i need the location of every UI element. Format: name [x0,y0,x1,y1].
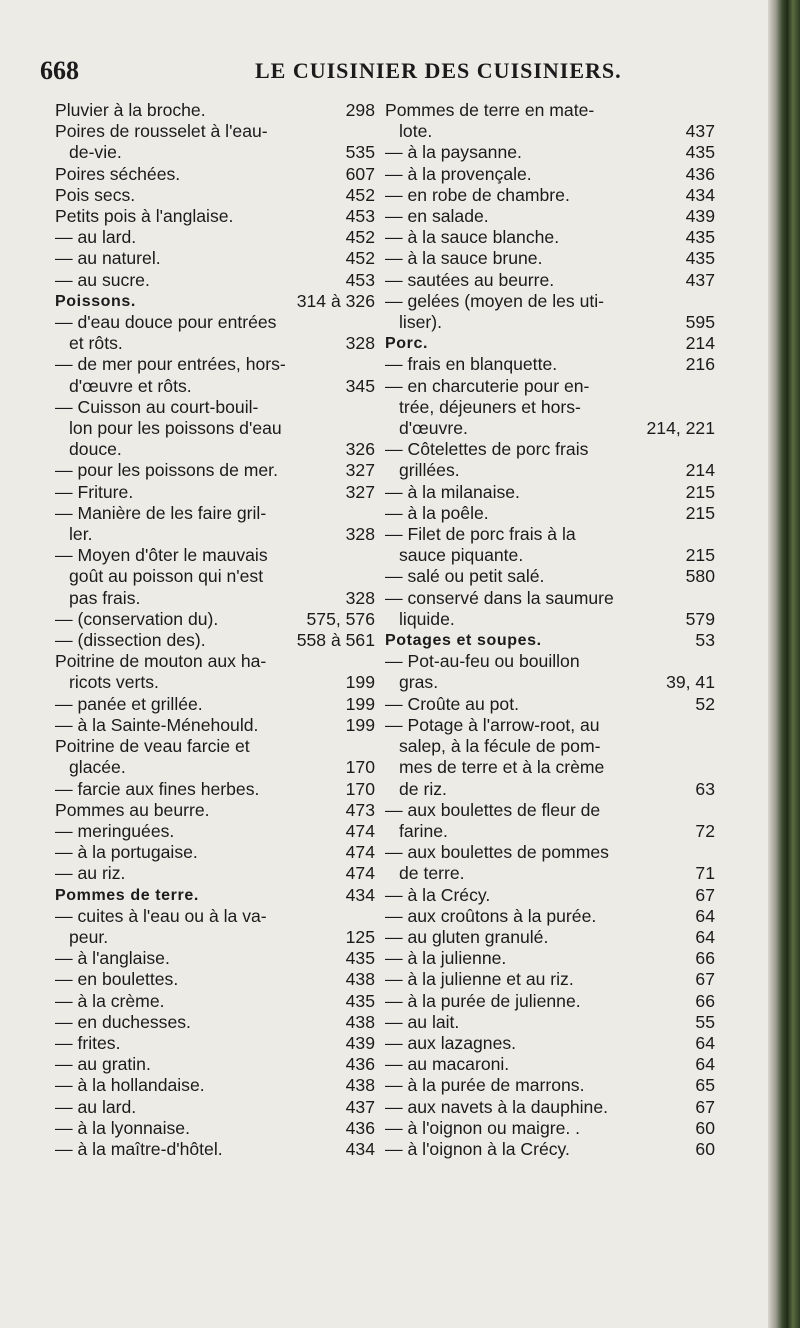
entry-page-ref: 452 [345,227,375,248]
entry-page-ref: 435 [345,990,375,1011]
entry-text: — à la purée de marrons. [385,1075,585,1096]
index-entry [385,1054,715,1075]
index-entry [55,842,375,863]
entry-text: goût au poisson qui n'est [69,566,264,587]
entry-text: — Potage à l'arrow-root, au [385,714,600,735]
entry-text: — à la Crécy. [385,884,491,905]
index-entry [385,418,715,439]
entry-page-ref: 328 [345,524,375,545]
entry-text: — à la sauce brune. [385,248,543,269]
index-entry [385,376,715,397]
index-entry [55,885,375,906]
entry-page-ref: 437 [345,1096,375,1117]
index-column-right [385,100,715,1160]
entry-text: — en robe de chambre. [385,184,570,205]
entry-text: — Moyen d'ôter le mauvais [55,545,268,566]
entry-text: — aux croûtons à la purée. [385,905,597,926]
index-entry [385,757,715,778]
entry-page-ref: 437 [685,269,715,290]
entry-text: — salé ou petit salé. [385,566,545,587]
index-entry [55,757,375,778]
index-entry [55,418,375,439]
entry-text: Pois secs. [55,184,136,205]
index-entry [55,821,375,842]
index-entry [55,439,375,460]
index-entry [385,439,715,460]
index-entry [385,800,715,821]
index-entry [385,588,715,609]
entry-text: trée, déjeuners et hors- [399,396,581,417]
index-entry [55,1139,375,1160]
entry-page-ref: 435 [685,248,715,269]
page-number: 668 [40,56,79,85]
entry-text: — (dissection des). [55,630,206,651]
index-entry [385,206,715,227]
index-entry [55,672,375,693]
index-entry [385,354,715,375]
index-entry [385,736,715,757]
entry-text: — à la portugaise. [55,842,198,863]
entry-text: — à la lyonnaise. [55,1117,190,1138]
index-entry [55,1033,375,1054]
entry-page-ref: 474 [345,863,375,884]
entry-page-ref: 327 [345,481,375,502]
entry-text: — frites. [55,1032,121,1053]
entry-text: mes de terre et à la crème [399,757,605,778]
index-entry [55,800,375,821]
index-entry [385,948,715,969]
entry-page-ref: 438 [345,1011,375,1032]
index-entry [55,969,375,990]
entry-text: — Manière de les faire gril- [55,502,267,523]
entry-text: Poitrine de mouton aux ha- [55,651,267,672]
entry-page-ref: 328 [345,333,375,354]
entry-text: peur. [69,926,109,947]
entry-page-ref: 595 [685,312,715,333]
entry-page-ref: 67 [695,1096,715,1117]
index-entry [385,715,715,736]
entry-text: — cuites à l'eau ou à la va- [55,905,267,926]
entry-page-ref: 436 [345,1054,375,1075]
entry-text: de riz. [399,778,447,799]
entry-page-ref: 214 [685,333,715,354]
entry-text: — à la provençale. [385,163,532,184]
index-entry [55,503,375,524]
entry-page-ref: 435 [345,948,375,969]
entry-text: — à la poêle. [385,502,489,523]
entry-text: — d'eau douce pour entrées [55,312,277,333]
entry-text: — de mer pour entrées, hors- [55,354,286,375]
entry-text: lon pour les poissons d'eau [69,418,282,439]
entry-page-ref: 452 [345,184,375,205]
entry-text: — à l'oignon ou maigre. . [385,1117,581,1138]
entry-text: — à l'anglaise. [55,948,170,969]
index-entry [385,1033,715,1054]
entry-text: — en duchesses. [55,1011,191,1032]
entry-page-ref: 326 [345,439,375,460]
index-entry [55,100,375,121]
entry-page-ref: 473 [345,799,375,820]
index-entry [385,842,715,863]
index-entry [55,142,375,163]
entry-page-ref: 437 [685,121,715,142]
entry-page-ref: 66 [695,990,715,1011]
entry-page-ref: 439 [685,206,715,227]
entry-page-ref: 436 [685,163,715,184]
entry-page-ref: 607 [345,163,375,184]
index-entry [55,460,375,481]
entry-page-ref: 434 [345,1138,375,1159]
index-entry [55,566,375,587]
entry-text: — farcie aux fines herbes. [55,778,260,799]
entry-page-ref: 580 [685,566,715,587]
entry-text: — au lard. [55,227,137,248]
entry-text: — à la Sainte-Ménehould. [55,714,259,735]
entry-text: — gelées (moyen de les uti- [385,290,605,311]
index-entry [55,121,375,142]
entry-text: — pour les poissons de mer. [55,460,278,481]
entry-page-ref: 345 [345,375,375,396]
index-entry [385,566,715,587]
entry-page-ref: 199 [345,693,375,714]
entry-page-ref: 64 [695,1032,715,1053]
index-entry [385,524,715,545]
index-entry [55,630,375,651]
index-entry [385,863,715,884]
entry-page-ref: 558 à 561 [296,630,375,651]
entry-text: — aux boulettes de pommes [385,842,609,863]
entry-text: Poissons. [55,292,136,310]
index-entry [55,694,375,715]
index-entry [385,1075,715,1096]
index-entry [385,503,715,524]
entry-text: de terre. [399,863,465,884]
entry-page-ref: 438 [345,1075,375,1096]
index-entry [55,906,375,927]
index-entry [385,1097,715,1118]
entry-page-ref: 60 [695,1138,715,1159]
entry-text: — Filet de porc frais à la [385,524,576,545]
index-entry [385,142,715,163]
index-entry [55,482,375,503]
index-entry [385,1118,715,1139]
index-entry [385,1139,715,1160]
entry-text: ler. [69,524,93,545]
entry-text: — au macaroni. [385,1054,510,1075]
index-entry [385,248,715,269]
index-entry [385,397,715,418]
index-entry [385,906,715,927]
entry-page-ref: 63 [695,778,715,799]
index-entry [385,291,715,312]
index-entry [55,312,375,333]
entry-page-ref: 215 [685,481,715,502]
entry-page-ref: 65 [695,1075,715,1096]
index-entry [385,482,715,503]
index-entry [55,185,375,206]
entry-text: — au gratin. [55,1054,151,1075]
entry-text: — à la julienne et au riz. [385,969,574,990]
entry-text: — en charcuterie pour en- [385,375,590,396]
index-entry [55,248,375,269]
entry-text: liquide. [399,608,455,629]
entry-text: d'œuvre. [399,418,468,439]
index-entry [385,609,715,630]
entry-page-ref: 474 [345,820,375,841]
index-entry [55,991,375,1012]
entry-page-ref: 328 [345,587,375,608]
index-entry [55,1012,375,1033]
entry-text: — Cuisson au court-bouil- [55,396,259,417]
entry-page-ref: 452 [345,248,375,269]
entry-text: farine. [399,820,448,841]
entry-page-ref: 214, 221 [646,418,715,439]
index-entry [55,524,375,545]
entry-text: — en salade. [385,206,489,227]
entry-text: — au gluten granulé. [385,926,549,947]
index-entry [55,948,375,969]
index-entry [385,821,715,842]
entry-text: — aux boulettes de fleur de [385,799,601,820]
index-entry [55,376,375,397]
entry-text: — à la milanaise. [385,481,520,502]
entry-text: — à la paysanne. [385,142,522,163]
index-entry [55,1118,375,1139]
entry-text: sauce piquante. [399,545,524,566]
entry-text: — au lard. [55,1096,137,1117]
index-entry [385,312,715,333]
entry-text: — à la sauce blanche. [385,227,560,248]
index-entry [385,545,715,566]
index-entry [385,969,715,990]
index-entry [55,927,375,948]
entry-page-ref: 438 [345,969,375,990]
index-entry [55,206,375,227]
entry-page-ref: 67 [695,969,715,990]
index-entry [55,863,375,884]
entry-text: — conservé dans la saumure [385,587,614,608]
index-entry [385,164,715,185]
entry-text: — sautées au beurre. [385,269,555,290]
index-entry [385,885,715,906]
entry-page-ref: 215 [685,502,715,523]
index-entry [55,1054,375,1075]
entry-page-ref: 52 [695,693,715,714]
entry-page-ref: 474 [345,842,375,863]
index-entry [55,270,375,291]
entry-page-ref: 60 [695,1117,715,1138]
index-entry [385,927,715,948]
entry-page-ref: 215 [685,545,715,566]
index-column-left [55,100,375,1160]
entry-text: — Côtelettes de porc frais [385,439,589,460]
index-entry [55,736,375,757]
entry-page-ref: 170 [345,757,375,778]
entry-text: Potages et soupes. [385,632,542,650]
index-entry [55,164,375,185]
entry-text: Pommes de terre en mate- [385,100,595,120]
entry-text: — en boulettes. [55,969,179,990]
entry-text: — Pot-au-feu ou bouillon [385,651,580,672]
index-entry [385,333,715,354]
page-header [0,56,760,92]
index-entry [55,779,375,800]
entry-page-ref: 434 [345,884,375,905]
entry-text: Poitrine de veau farcie et [55,736,250,757]
entry-text: salep, à la fécule de pom- [399,736,601,757]
index-entry [55,588,375,609]
entry-text: Pommes de terre. [55,886,199,904]
entry-text: et rôts. [69,333,123,354]
entry-text: — à la crème. [55,990,165,1011]
entry-page-ref: 314 à 326 [296,290,375,311]
entry-page-ref: 72 [695,820,715,841]
entry-page-ref: 327 [345,460,375,481]
index-entry [385,651,715,672]
entry-page-ref: 216 [685,354,715,375]
index-entry [385,694,715,715]
entry-page-ref: 436 [345,1117,375,1138]
entry-page-ref: 67 [695,884,715,905]
index-entry [55,609,375,630]
entry-text: — Croûte au pot. [385,693,519,714]
entry-text: — au naturel. [55,248,161,269]
entry-text: — aux navets à la dauphine. [385,1096,609,1117]
entry-page-ref: 435 [685,142,715,163]
entry-text: — à la maître-d'hôtel. [55,1138,223,1159]
entry-page-ref: 199 [345,672,375,693]
entry-text: — à l'oignon à la Crécy. [385,1138,570,1159]
entry-page-ref: 199 [345,714,375,735]
entry-text: — au riz. [55,863,126,884]
index-entry [55,227,375,248]
index-entry [385,460,715,481]
entry-text: — Friture. [55,481,134,502]
entry-page-ref: 170 [345,778,375,799]
entry-page-ref: 434 [685,184,715,205]
entry-text: lote. [399,121,433,142]
entry-text: douce. [69,439,122,460]
index-entry [385,100,715,121]
entry-page-ref: 453 [345,206,375,227]
entry-text: Poires de rousselet à l'eau- [55,121,268,142]
entry-text: Pluvier à la broche. [55,100,206,120]
entry-text: Pommes au beurre. [55,799,210,820]
entry-text: — à la purée de julienne. [385,990,581,1011]
index-entry [385,270,715,291]
index-entry [55,545,375,566]
index-entry [385,121,715,142]
entry-text: Porc. [385,335,429,353]
entry-page-ref: 53 [695,630,715,651]
entry-text: — panée et grillée. [55,693,203,714]
index-entry [385,779,715,800]
entry-text: gras. [399,672,439,693]
entry-text: — à la julienne. [385,948,507,969]
entry-text: — à la hollandaise. [55,1075,205,1096]
running-title: LE CUISINIER DES CUISINIERS. [255,58,622,83]
entry-page-ref: 39, 41 [666,672,715,693]
entry-text: — frais en blanquette. [385,354,558,375]
index-entry [55,291,375,312]
entry-page-ref: 439 [345,1032,375,1053]
index-entry [385,185,715,206]
index-entry [385,1012,715,1033]
entry-text: ricots verts. [69,672,159,693]
index-entry [55,354,375,375]
entry-text: glacée. [69,757,126,778]
entry-page-ref: 298 [345,100,375,120]
entry-page-ref: 435 [685,227,715,248]
entry-page-ref: 214 [685,460,715,481]
index-entry [385,227,715,248]
entry-page-ref: 71 [695,863,715,884]
entry-page-ref: 64 [695,905,715,926]
entry-text: pas frais. [69,587,141,608]
entry-text: — aux lazagnes. [385,1032,517,1053]
index-entry [55,1097,375,1118]
entry-page-ref: 579 [685,608,715,629]
entry-page-ref: 125 [345,926,375,947]
index-entry [385,630,715,651]
entry-page-ref: 453 [345,269,375,290]
entry-text: — meringuées. [55,820,175,841]
index-entry [55,651,375,672]
entry-text: Petits pois à l'anglaise. [55,206,234,227]
entry-page-ref: 55 [695,1011,715,1032]
entry-text: de-vie. [69,142,122,163]
entry-page-ref: 575, 576 [306,608,375,629]
entry-text: d'œuvre et rôts. [69,375,192,396]
entry-page-ref: 66 [695,948,715,969]
entry-text: — au sucre. [55,269,150,290]
index-entry [385,991,715,1012]
index-entry [55,397,375,418]
entry-page-ref: 64 [695,926,715,947]
index-entry [55,715,375,736]
entry-page-ref: 64 [695,1054,715,1075]
index-entry [55,1075,375,1096]
entry-text: — au lait. [385,1011,460,1032]
entry-text: liser). [399,312,443,333]
index-entry [55,333,375,354]
index-entry [385,672,715,693]
entry-text: Poires séchées. [55,163,181,184]
entry-text: — (conservation du). [55,608,219,629]
entry-text: grillées. [399,460,460,481]
book-spine-edge [768,0,800,1328]
entry-page-ref: 535 [345,142,375,163]
